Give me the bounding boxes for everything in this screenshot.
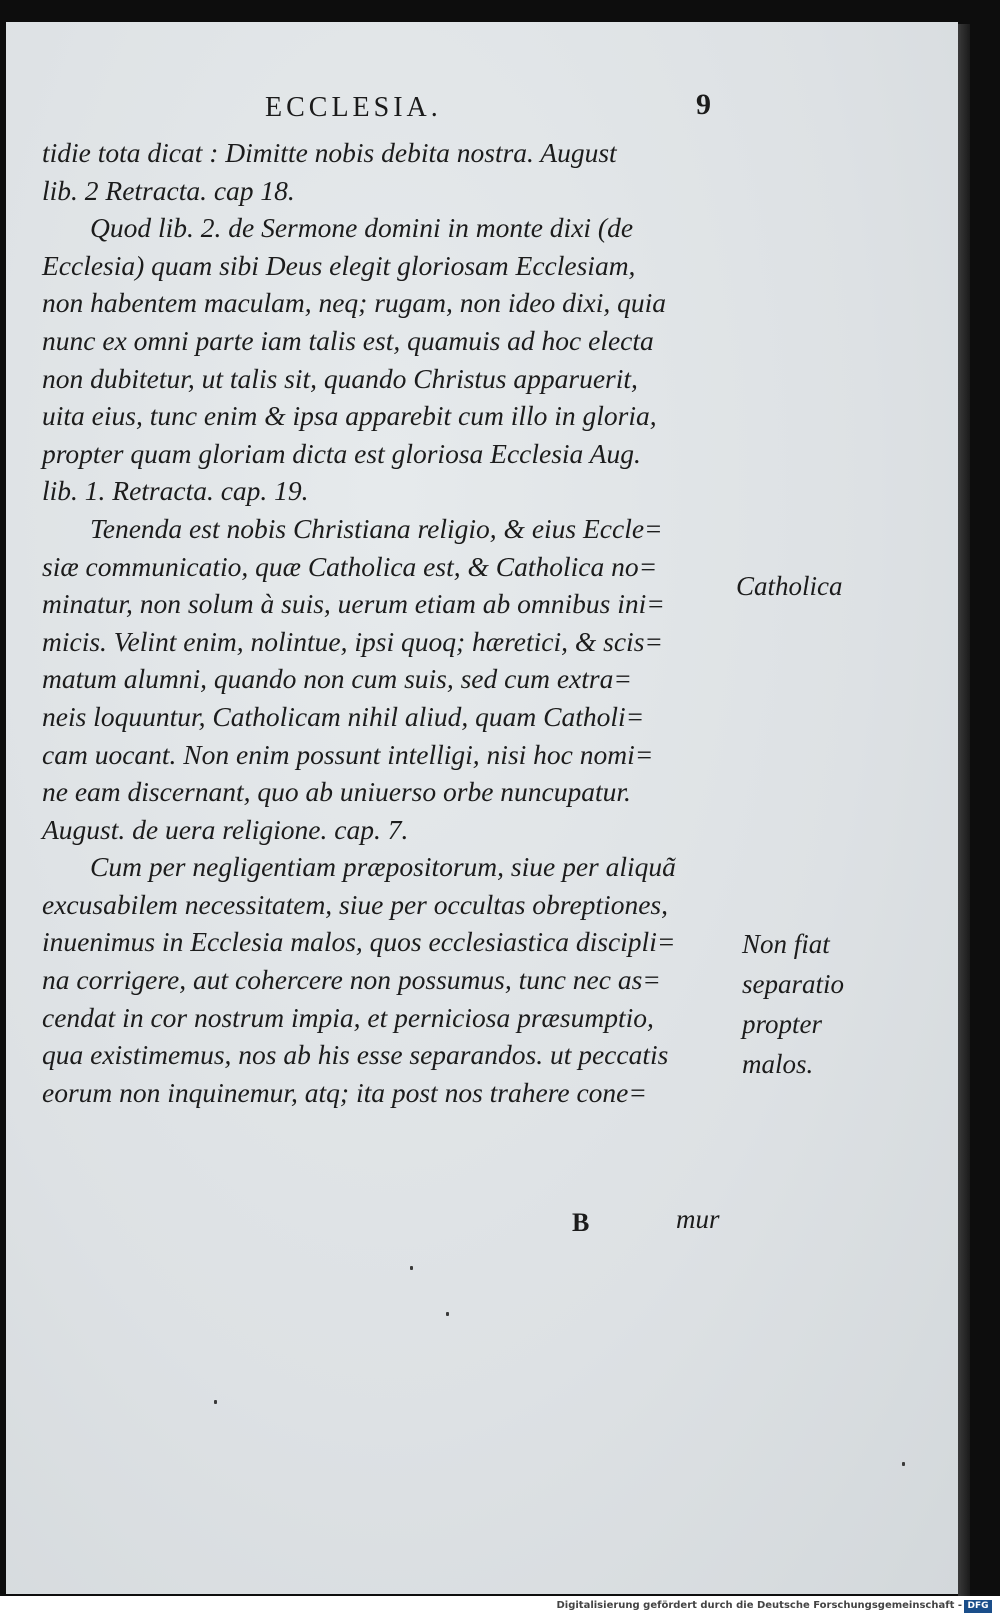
text-line: minatur, non solum à suis, uerum etiam ab omnibus ini= — [42, 588, 665, 620]
text-line: non habentem maculam, neq; rugam, non ideo dixi, quia — [42, 287, 667, 319]
text-line: Ecclesia) quam sibi Deus elegit gloriosam Ecclesiam, — [42, 249, 636, 281]
text-line: non dubitetur, ut talis sit, quando Christus apparuerit, — [42, 362, 638, 394]
text-line: lib. 2 Retracta. cap 18. — [42, 174, 295, 206]
ink-speck — [446, 1312, 449, 1316]
text-line: Tenenda est nobis Christiana religio, & eius Eccle= — [90, 512, 663, 544]
text-line: Quod lib. 2. de Sermone domini in monte dixi (de — [90, 212, 634, 244]
signature-mark: B — [572, 1208, 590, 1237]
text-line: siæ communicatio, quæ Catholica est, & Catholica no= — [42, 550, 658, 582]
text-line: Cum per negligentiam præpositorum, siue per aliquã — [90, 851, 676, 883]
page-edge-shadow — [958, 24, 970, 1596]
text-line: ne eam discernant, quo ab uniuerso orbe nuncupatur. — [42, 776, 631, 808]
running-head: ECCLESIA. — [265, 92, 442, 123]
text-line: qua existimemus, nos ab his esse separandos. ut peccatis — [42, 1039, 669, 1071]
text-line: August. de uera religione. cap. 7. — [42, 813, 409, 845]
marginal-note-catholica: Catholica — [736, 571, 843, 601]
marginal-note-non-fiat — [742, 924, 844, 1084]
text-line: inuenimus in Ecclesia malos, quos ecclesiastica discipli= — [42, 926, 676, 958]
funding-credit: Digitalisierung gefördert durch die Deutsche Forschungsgemeinschaft - — [556, 1600, 962, 1611]
ink-speck — [214, 1400, 217, 1404]
text-line: cendat in cor nostrum impia, et perniciosa præsumptio, — [42, 1001, 654, 1033]
text-line: cam uocant. Non enim possunt intelligi, nisi hoc nomi= — [42, 738, 654, 770]
marginal-note-line: separatio — [742, 969, 845, 999]
text-line: neis loquuntur, Catholicam nihil aliud, quam Catholi= — [42, 700, 645, 732]
marginal-note-line: propter — [742, 1009, 822, 1039]
dfg-logo-icon: DFG — [964, 1600, 992, 1613]
text-line: excusabilem necessitatem, siue per occultas obreptiones, — [42, 888, 668, 920]
text-line: micis. Velint enim, nolintue, ipsi quoq; hæretici, & scis= — [42, 625, 663, 657]
text-line: matum alumni, quando non cum suis, sed cum extra= — [42, 663, 632, 695]
text-line: propter quam gloriam dicta est gloriosa Ecclesia Aug. — [42, 437, 641, 469]
ink-speck — [902, 1462, 905, 1466]
folio-number: 9 — [696, 88, 711, 121]
marginal-note-line: Non fiat — [742, 929, 830, 959]
main-text-block — [42, 134, 732, 1111]
catchword: mur — [676, 1204, 720, 1234]
marginal-note-line: malos. — [742, 1049, 814, 1079]
ink-speck — [410, 1266, 413, 1270]
text-line: eorum non inquinemur, atq; ita post nos trahere cone= — [42, 1076, 647, 1108]
text-line: lib. 1. Retracta. cap. 19. — [42, 475, 309, 507]
text-line: nunc ex omni parte iam talis est, quamuis ad hoc electa — [42, 324, 654, 356]
text-line: tidie tota dicat : Dimitte nobis debita nostra. August — [42, 137, 617, 168]
text-line: uita eius, tunc enim & ipsa apparebit cum illo in gloria, — [42, 400, 657, 432]
text-line: na corrigere, aut cohercere non possumus, tunc nec as= — [42, 964, 661, 996]
